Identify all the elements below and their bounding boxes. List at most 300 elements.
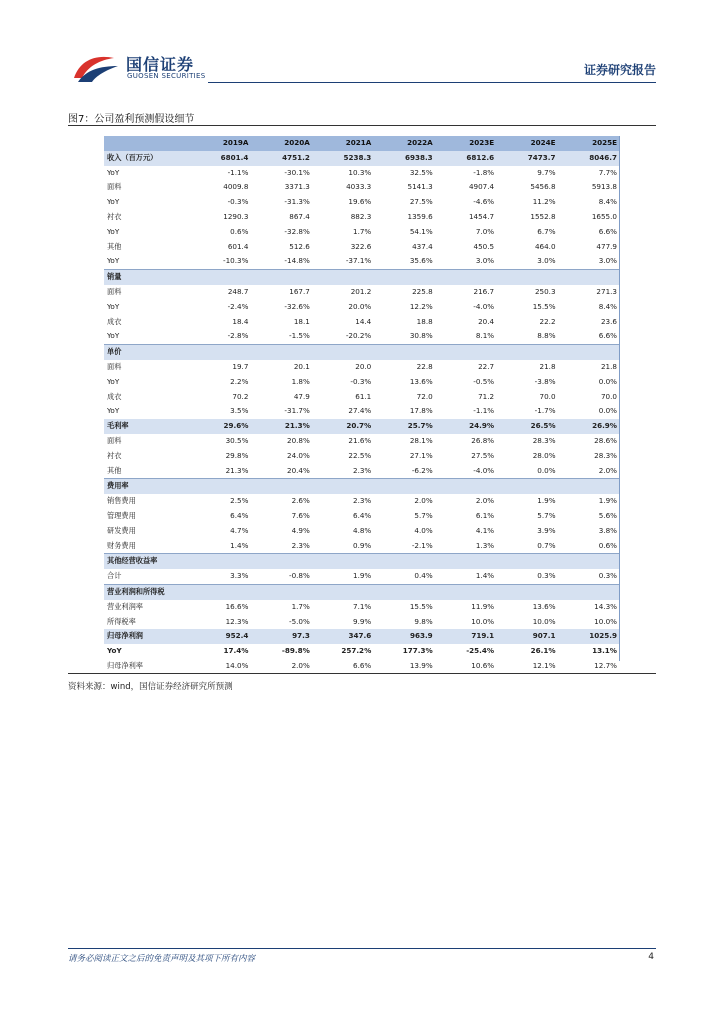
- footer-disclaimer: 请务必阅读正文之后的免责声明及其项下所有内容: [68, 954, 256, 964]
- value-cell: 10.0%: [436, 615, 497, 630]
- row-label-cell: 其他: [104, 240, 190, 255]
- value-cell: [497, 270, 558, 285]
- logo-mark-icon: [70, 52, 120, 84]
- value-cell: 7.6%: [251, 509, 312, 524]
- value-cell: 70.0: [559, 390, 620, 405]
- value-cell: 882.3: [313, 210, 374, 225]
- value-cell: 347.6: [313, 629, 374, 644]
- value-cell: -2.4%: [190, 300, 251, 315]
- value-cell: 26.1%: [497, 644, 558, 659]
- value-cell: 26.8%: [436, 434, 497, 449]
- row-label-cell: 营业利润和所得税: [104, 584, 190, 599]
- row-label-cell: YoY: [104, 375, 190, 390]
- value-cell: [251, 270, 312, 285]
- value-cell: 248.7: [190, 285, 251, 300]
- row-label-cell: 所得税率: [104, 615, 190, 630]
- value-cell: 11.9%: [436, 600, 497, 615]
- company-logo: [70, 50, 220, 86]
- value-cell: 4009.8: [190, 180, 251, 195]
- value-cell: 8046.7: [559, 151, 620, 166]
- value-cell: 601.4: [190, 240, 251, 255]
- value-cell: 464.0: [497, 240, 558, 255]
- value-cell: 0.9%: [313, 539, 374, 554]
- value-cell: 2.0%: [436, 494, 497, 509]
- row-label-cell: YoY: [104, 644, 190, 659]
- value-cell: 23.6: [559, 315, 620, 330]
- value-cell: 1.9%: [559, 494, 620, 509]
- row-label-cell: 收入（百万元）: [104, 151, 190, 166]
- table-row: [104, 539, 620, 554]
- report-type-label: 证券研究报告: [583, 63, 656, 77]
- value-cell: 12.7%: [559, 659, 620, 674]
- page-number: 4: [648, 952, 654, 962]
- table-row: [104, 375, 620, 390]
- row-label-cell: YoY: [104, 166, 190, 181]
- header-cell-year: 2023E: [436, 136, 497, 151]
- table-row: [104, 419, 620, 434]
- value-cell: 17.8%: [374, 404, 435, 419]
- value-cell: 13.9%: [374, 659, 435, 674]
- value-cell: 21.8: [497, 360, 558, 375]
- value-cell: [374, 270, 435, 285]
- value-cell: 10.6%: [436, 659, 497, 674]
- value-cell: 21.3%: [251, 419, 312, 434]
- table-row: [104, 600, 620, 615]
- value-cell: 5.7%: [497, 509, 558, 524]
- row-label-cell: 面料: [104, 285, 190, 300]
- value-cell: 225.8: [374, 285, 435, 300]
- value-cell: 3.8%: [559, 524, 620, 539]
- value-cell: 21.6%: [313, 434, 374, 449]
- value-cell: -1.8%: [436, 166, 497, 181]
- value-cell: 3371.3: [251, 180, 312, 195]
- value-cell: 2.0%: [374, 494, 435, 509]
- table-row: [104, 449, 620, 464]
- value-cell: 14.0%: [190, 659, 251, 674]
- value-cell: -10.3%: [190, 254, 251, 269]
- value-cell: [313, 345, 374, 360]
- table-row: [104, 254, 620, 269]
- row-label-cell: YoY: [104, 195, 190, 210]
- value-cell: 71.2: [436, 390, 497, 405]
- value-cell: [497, 345, 558, 360]
- value-cell: 0.6%: [190, 225, 251, 240]
- value-cell: 2.0%: [559, 464, 620, 479]
- value-cell: 4907.4: [436, 180, 497, 195]
- row-label-cell: 其他: [104, 464, 190, 479]
- value-cell: [436, 270, 497, 285]
- table-row: [104, 554, 620, 569]
- value-cell: 7473.7: [497, 151, 558, 166]
- table-row: [104, 390, 620, 405]
- value-cell: 7.1%: [313, 600, 374, 615]
- value-cell: -25.4%: [436, 644, 497, 659]
- table-header-row: [104, 136, 620, 151]
- value-cell: 2.3%: [251, 539, 312, 554]
- row-label-cell: YoY: [104, 254, 190, 269]
- row-label-cell: YoY: [104, 300, 190, 315]
- header-cell-year: 2022A: [374, 136, 435, 151]
- row-label-cell: 销售费用: [104, 494, 190, 509]
- table-row: [104, 270, 620, 285]
- value-cell: 6812.6: [436, 151, 497, 166]
- value-cell: 12.3%: [190, 615, 251, 630]
- value-cell: [190, 479, 251, 494]
- table-body: [104, 151, 620, 674]
- value-cell: 450.5: [436, 240, 497, 255]
- value-cell: 477.9: [559, 240, 620, 255]
- value-cell: 0.3%: [497, 569, 558, 584]
- value-cell: 5456.8: [497, 180, 558, 195]
- row-label-cell: 合计: [104, 569, 190, 584]
- value-cell: 3.9%: [497, 524, 558, 539]
- value-cell: 257.2%: [313, 644, 374, 659]
- value-cell: 1025.9: [559, 629, 620, 644]
- value-cell: 4.8%: [313, 524, 374, 539]
- table-row: [104, 345, 620, 360]
- value-cell: -30.1%: [251, 166, 312, 181]
- row-label-cell: 面料: [104, 434, 190, 449]
- value-cell: 20.7%: [313, 419, 374, 434]
- value-cell: 3.0%: [497, 254, 558, 269]
- figure-bottom-rule: [68, 673, 656, 674]
- table-row: [104, 494, 620, 509]
- table-row: [104, 434, 620, 449]
- value-cell: 54.1%: [374, 225, 435, 240]
- value-cell: 30.8%: [374, 329, 435, 344]
- value-cell: -31.3%: [251, 195, 312, 210]
- value-cell: -31.7%: [251, 404, 312, 419]
- value-cell: 3.0%: [436, 254, 497, 269]
- value-cell: [559, 345, 620, 360]
- value-cell: 13.1%: [559, 644, 620, 659]
- value-cell: -14.8%: [251, 254, 312, 269]
- table-row: [104, 180, 620, 195]
- value-cell: 30.5%: [190, 434, 251, 449]
- header-cell-year: 2020A: [251, 136, 312, 151]
- table-row: [104, 659, 620, 674]
- value-cell: -6.2%: [374, 464, 435, 479]
- header-cell-year: 2019A: [190, 136, 251, 151]
- figure-title: 图7：公司盈利预测假设细节: [68, 114, 195, 125]
- value-cell: 10.0%: [559, 615, 620, 630]
- source-note: 资料来源：wind，国信证券经济研究所预测: [68, 682, 233, 692]
- value-cell: -20.2%: [313, 329, 374, 344]
- value-cell: [313, 584, 374, 599]
- value-cell: 4033.3: [313, 180, 374, 195]
- value-cell: 7.7%: [559, 166, 620, 181]
- value-cell: 27.1%: [374, 449, 435, 464]
- value-cell: 14.4: [313, 315, 374, 330]
- value-cell: 72.0: [374, 390, 435, 405]
- table-row: [104, 479, 620, 494]
- value-cell: 1.4%: [436, 569, 497, 584]
- value-cell: -0.3%: [190, 195, 251, 210]
- row-label-cell: 管理费用: [104, 509, 190, 524]
- row-label-cell: YoY: [104, 329, 190, 344]
- row-label-cell: 衬衣: [104, 449, 190, 464]
- value-cell: 6.7%: [497, 225, 558, 240]
- value-cell: [559, 584, 620, 599]
- value-cell: 1.7%: [251, 600, 312, 615]
- value-cell: 28.6%: [559, 434, 620, 449]
- table-row: [104, 360, 620, 375]
- value-cell: 6938.3: [374, 151, 435, 166]
- value-cell: 2.3%: [313, 464, 374, 479]
- header-cell-year: 2025E: [559, 136, 620, 151]
- value-cell: 12.1%: [497, 659, 558, 674]
- value-cell: [374, 584, 435, 599]
- value-cell: 35.6%: [374, 254, 435, 269]
- value-cell: -4.0%: [436, 464, 497, 479]
- value-cell: [190, 270, 251, 285]
- table-row: [104, 240, 620, 255]
- value-cell: [436, 479, 497, 494]
- value-cell: 29.6%: [190, 419, 251, 434]
- table-row: [104, 285, 620, 300]
- value-cell: -4.0%: [436, 300, 497, 315]
- value-cell: [313, 554, 374, 569]
- figure-top-rule: [68, 125, 656, 126]
- value-cell: 250.3: [497, 285, 558, 300]
- value-cell: 22.2: [497, 315, 558, 330]
- value-cell: 4.9%: [251, 524, 312, 539]
- value-cell: 8.4%: [559, 195, 620, 210]
- value-cell: [436, 345, 497, 360]
- row-label-cell: 其他经营收益率: [104, 554, 190, 569]
- row-label-cell: 成衣: [104, 390, 190, 405]
- value-cell: 17.4%: [190, 644, 251, 659]
- value-cell: 2.5%: [190, 494, 251, 509]
- value-cell: [497, 554, 558, 569]
- value-cell: 1655.0: [559, 210, 620, 225]
- value-cell: 22.8: [374, 360, 435, 375]
- value-cell: [497, 584, 558, 599]
- value-cell: [251, 584, 312, 599]
- value-cell: 6.1%: [436, 509, 497, 524]
- row-label-cell: 面料: [104, 180, 190, 195]
- value-cell: 18.1: [251, 315, 312, 330]
- table-row: [104, 584, 620, 599]
- value-cell: 6.6%: [559, 329, 620, 344]
- value-cell: 216.7: [436, 285, 497, 300]
- value-cell: 952.4: [190, 629, 251, 644]
- value-cell: 70.0: [497, 390, 558, 405]
- value-cell: 14.3%: [559, 600, 620, 615]
- value-cell: 18.4: [190, 315, 251, 330]
- value-cell: 2.6%: [251, 494, 312, 509]
- value-cell: 2.2%: [190, 375, 251, 390]
- value-cell: 1454.7: [436, 210, 497, 225]
- value-cell: 4.0%: [374, 524, 435, 539]
- value-cell: 27.5%: [436, 449, 497, 464]
- value-cell: 97.3: [251, 629, 312, 644]
- value-cell: [497, 479, 558, 494]
- forecast-table: [104, 136, 620, 674]
- value-cell: 26.9%: [559, 419, 620, 434]
- value-cell: 8.1%: [436, 329, 497, 344]
- value-cell: 1552.8: [497, 210, 558, 225]
- value-cell: 20.8%: [251, 434, 312, 449]
- value-cell: 719.1: [436, 629, 497, 644]
- value-cell: -1.7%: [497, 404, 558, 419]
- value-cell: 5.7%: [374, 509, 435, 524]
- table-row: [104, 464, 620, 479]
- value-cell: [559, 479, 620, 494]
- value-cell: [251, 554, 312, 569]
- header-cell-year: 2024E: [497, 136, 558, 151]
- value-cell: 5913.8: [559, 180, 620, 195]
- row-label-cell: 衬衣: [104, 210, 190, 225]
- value-cell: [190, 345, 251, 360]
- table-row: [104, 524, 620, 539]
- value-cell: [313, 270, 374, 285]
- value-cell: 9.7%: [497, 166, 558, 181]
- value-cell: 0.0%: [559, 375, 620, 390]
- value-cell: 5238.3: [313, 151, 374, 166]
- value-cell: 18.8: [374, 315, 435, 330]
- value-cell: 0.4%: [374, 569, 435, 584]
- value-cell: 6.4%: [190, 509, 251, 524]
- value-cell: [436, 584, 497, 599]
- value-cell: -2.8%: [190, 329, 251, 344]
- value-cell: 15.5%: [374, 600, 435, 615]
- value-cell: 28.0%: [497, 449, 558, 464]
- value-cell: 167.7: [251, 285, 312, 300]
- row-label-cell: 研发费用: [104, 524, 190, 539]
- value-cell: 13.6%: [497, 600, 558, 615]
- table-row: [104, 569, 620, 584]
- table-row: [104, 329, 620, 344]
- value-cell: 9.9%: [313, 615, 374, 630]
- value-cell: 9.8%: [374, 615, 435, 630]
- row-label-cell: 毛利率: [104, 419, 190, 434]
- table-row: [104, 225, 620, 240]
- value-cell: [190, 584, 251, 599]
- table-row: [104, 404, 620, 419]
- table-row: [104, 166, 620, 181]
- value-cell: 0.0%: [559, 404, 620, 419]
- row-label-cell: YoY: [104, 404, 190, 419]
- page-header: [0, 0, 724, 90]
- value-cell: -32.8%: [251, 225, 312, 240]
- value-cell: 1290.3: [190, 210, 251, 225]
- value-cell: 19.7: [190, 360, 251, 375]
- value-cell: 4751.2: [251, 151, 312, 166]
- value-cell: -37.1%: [313, 254, 374, 269]
- table-row: [104, 315, 620, 330]
- value-cell: 1.9%: [313, 569, 374, 584]
- value-cell: 6.6%: [313, 659, 374, 674]
- value-cell: [374, 554, 435, 569]
- row-label-cell: 面料: [104, 360, 190, 375]
- value-cell: 322.6: [313, 240, 374, 255]
- row-label-cell: 销量: [104, 270, 190, 285]
- value-cell: 47.9: [251, 390, 312, 405]
- value-cell: [436, 554, 497, 569]
- value-cell: 4.1%: [436, 524, 497, 539]
- row-label-cell: 费用率: [104, 479, 190, 494]
- logo-text-en: GUOSEN SECURITIES: [127, 72, 206, 80]
- value-cell: [251, 345, 312, 360]
- value-cell: [559, 554, 620, 569]
- value-cell: 26.5%: [497, 419, 558, 434]
- table-row: [104, 615, 620, 630]
- value-cell: [374, 479, 435, 494]
- value-cell: 24.9%: [436, 419, 497, 434]
- value-cell: 25.7%: [374, 419, 435, 434]
- value-cell: 20.4%: [251, 464, 312, 479]
- value-cell: 2.0%: [251, 659, 312, 674]
- footer-divider: [68, 948, 656, 949]
- value-cell: 11.2%: [497, 195, 558, 210]
- value-cell: 6.6%: [559, 225, 620, 240]
- value-cell: 10.3%: [313, 166, 374, 181]
- value-cell: 16.6%: [190, 600, 251, 615]
- value-cell: 29.8%: [190, 449, 251, 464]
- table-row: [104, 151, 620, 166]
- row-label-cell: 成衣: [104, 315, 190, 330]
- value-cell: 1.4%: [190, 539, 251, 554]
- value-cell: -0.8%: [251, 569, 312, 584]
- value-cell: 271.3: [559, 285, 620, 300]
- value-cell: -89.8%: [251, 644, 312, 659]
- row-label-cell: YoY: [104, 225, 190, 240]
- value-cell: 8.8%: [497, 329, 558, 344]
- value-cell: 70.2: [190, 390, 251, 405]
- table-row: [104, 629, 620, 644]
- value-cell: 10.0%: [497, 615, 558, 630]
- value-cell: 22.7: [436, 360, 497, 375]
- value-cell: 22.5%: [313, 449, 374, 464]
- value-cell: [374, 345, 435, 360]
- logo-text-cn: 国信证券: [126, 55, 195, 74]
- value-cell: 13.6%: [374, 375, 435, 390]
- value-cell: 27.4%: [313, 404, 374, 419]
- value-cell: 177.3%: [374, 644, 435, 659]
- header-divider: [208, 82, 656, 83]
- value-cell: 24.0%: [251, 449, 312, 464]
- value-cell: 0.7%: [497, 539, 558, 554]
- value-cell: 27.5%: [374, 195, 435, 210]
- value-cell: -1.1%: [190, 166, 251, 181]
- value-cell: 6.4%: [313, 509, 374, 524]
- value-cell: [313, 479, 374, 494]
- table-row: [104, 210, 620, 225]
- value-cell: -3.8%: [497, 375, 558, 390]
- value-cell: 2.3%: [313, 494, 374, 509]
- value-cell: 5141.3: [374, 180, 435, 195]
- value-cell: 20.4: [436, 315, 497, 330]
- value-cell: -4.6%: [436, 195, 497, 210]
- value-cell: 1.9%: [497, 494, 558, 509]
- value-cell: 201.2: [313, 285, 374, 300]
- value-cell: 12.2%: [374, 300, 435, 315]
- row-label-cell: 单价: [104, 345, 190, 360]
- value-cell: 20.1: [251, 360, 312, 375]
- value-cell: 4.7%: [190, 524, 251, 539]
- value-cell: 21.8: [559, 360, 620, 375]
- row-label-cell: 归母净利率: [104, 659, 190, 674]
- value-cell: [559, 270, 620, 285]
- value-cell: 3.0%: [559, 254, 620, 269]
- value-cell: 32.5%: [374, 166, 435, 181]
- value-cell: 28.3%: [559, 449, 620, 464]
- value-cell: 61.1: [313, 390, 374, 405]
- value-cell: 907.1: [497, 629, 558, 644]
- value-cell: 19.6%: [313, 195, 374, 210]
- value-cell: 1359.6: [374, 210, 435, 225]
